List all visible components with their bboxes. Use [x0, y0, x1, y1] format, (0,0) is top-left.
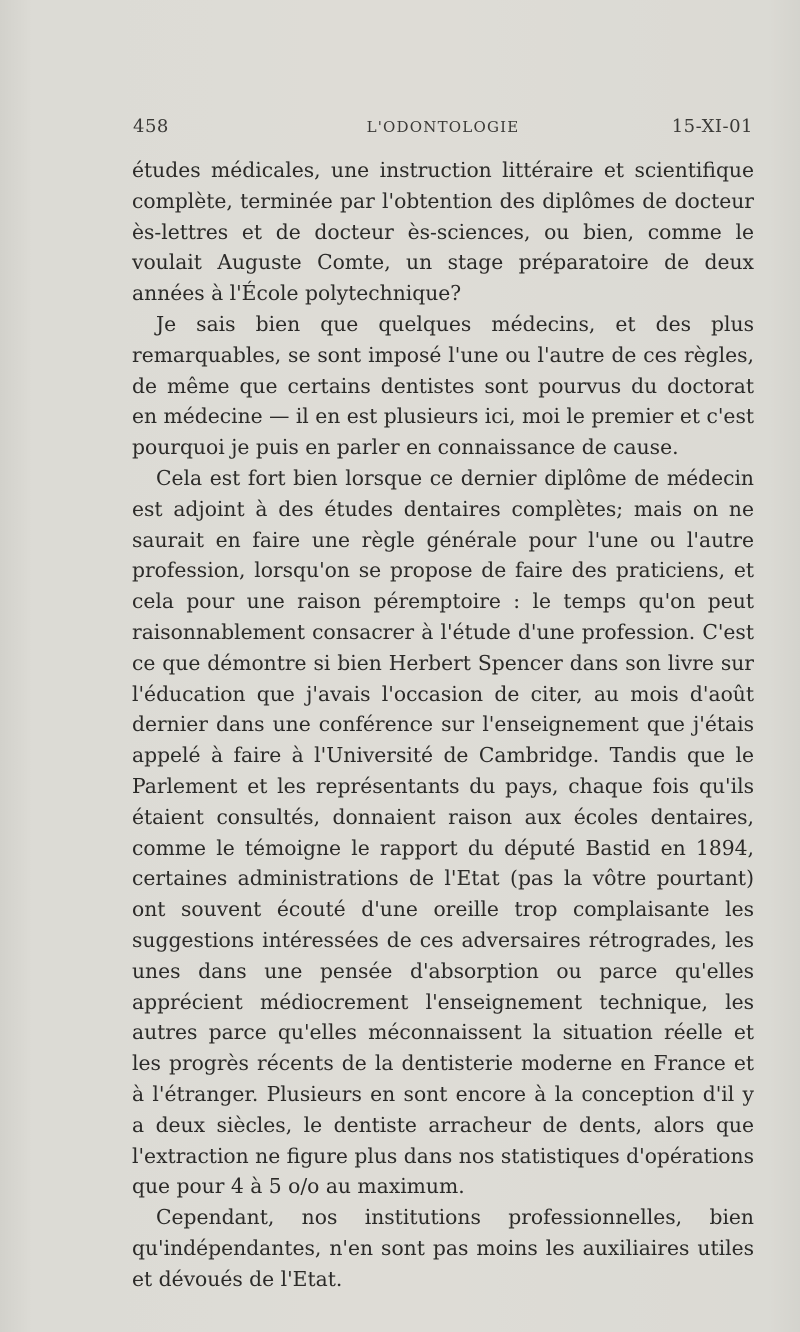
body-text — [132, 155, 754, 1294]
page-number: 458 — [133, 116, 169, 137]
paragraph-1: études médicales, une instruction littéraire et scientifique complète, terminée par l'obtention des diplômes de docteur ès-lettres et de docteur ès-sciences, ou bien, comme le voulait Auguste Comte, un stage préparatoire de deux années à l'École polytechnique? — [132, 158, 754, 306]
issue-date: 15-XI-01 — [671, 116, 753, 137]
paragraph-4: Cependant, nos institutions professionnelles, bien qu'indépendantes, n'en sont pas moins les auxiliaires utiles et dévoués de l'Etat. — [132, 1205, 754, 1291]
paragraph-3: Cela est fort bien lorsque ce dernier diplôme de médecin est adjoint à des études dentaires complètes; mais on ne saurait en faire une règle générale pour l'une ou l'autre profession, lorsqu'on se propose de faire des praticiens, et cela pour une raison péremptoire : le temps qu'on peut raisonnablement consacrer à l'étude d'une profession. C'est ce que démontre si bien Herbert Spencer dans son livre sur l'éducation que j'avais l'occasion de citer, au mois d'août dernier dans une conférence sur l'enseignement que j'étais appelé à faire à l'Université de Cambridge. Tandis que le Parlement et les représentants du pays, chaque fois qu'ils étaient consultés, donnaient raison aux écoles dentaires, comme le témoigne le rapport du député Bastid en 1894, certaines administrations de l'Etat (pas la vôtre pourtant) ont souvent écouté d'une oreille trop complaisante les suggestions intéressées de ces adversaires rétrogrades, les unes dans une pensée d'absorption ou parce qu'elles apprécient médiocrement l'enseignement technique, les autres parce qu'elles méconnaissent la situation réelle et les progrès récents de la dentisterie moderne en France et à l'étranger. Plusieurs en sont encore à la conception d'il y a deux siècles, le dentiste arracheur de dents, alors que l'extraction ne figure plus dans nos statistiques d'opérations que pour 4 à 5 o/o au maximum. — [132, 465, 754, 1199]
paragraph-2: Je sais bien que quelques médecins, et des plus remarquables, se sont imposé l'une ou l'autre de ces règles, de même que certains dentistes sont pourvus du doctorat en médecine — il en est plusieurs ici, moi le premier et c'est pourquoi je puis en parler en connaissance de cause. — [132, 311, 754, 460]
running-title: L'ODONTOLOGIE — [366, 118, 520, 136]
page-header — [133, 116, 753, 150]
